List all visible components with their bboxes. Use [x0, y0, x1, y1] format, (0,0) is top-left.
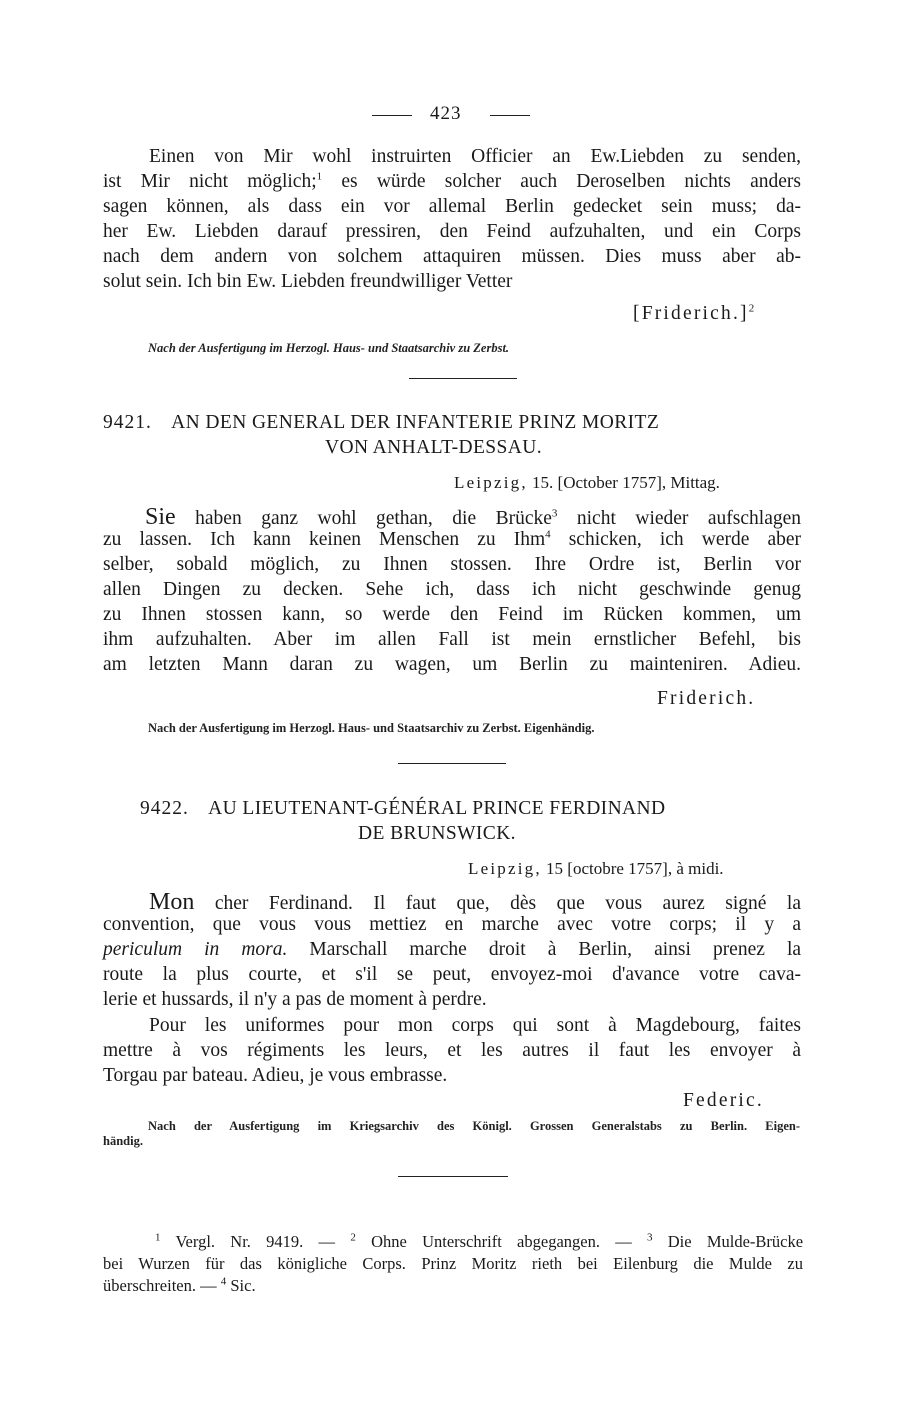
header-rule-left [372, 115, 412, 116]
source-line: händig. [103, 1134, 143, 1148]
text-segment: haben ganz wohl gethan, die Brücke [195, 508, 552, 529]
footnote-text: Vergl. Nr. 9419. — [175, 1232, 336, 1251]
signature: Federic. [683, 1090, 764, 1111]
source-note [103, 1119, 800, 1149]
footnote-ref: 3 [551, 507, 558, 520]
signature [633, 303, 756, 325]
section-divider [409, 378, 517, 379]
text-line: convention, que vous vous mettiez en marche avec votre corps; il y a [103, 914, 801, 935]
signature: Friderich. [657, 688, 756, 709]
text-line [103, 171, 801, 196]
footnote-number: 3 [646, 1231, 653, 1244]
text-line: mettre à vos régiments les leurs, et les autres il faut les envoyer à [103, 1040, 801, 1061]
text-line: sagen können, als dass ein vor allemal Berlin gedecket sein muss; da- [103, 196, 801, 217]
text-line: Pour les uniformes pour mon corps qui sont à Magdebourg, faites [149, 1015, 801, 1036]
text-line [103, 504, 801, 529]
date: 15. [October 1757], Mittag. [532, 473, 720, 492]
text-line [103, 889, 801, 914]
text-line: Einen von Mir wohl instruirten Officier an Ew.Liebden zu senden, [149, 146, 801, 167]
footnote-ref: 2 [748, 302, 757, 315]
heading-line: DE BRUNSWICK. [358, 823, 516, 844]
footnote-text: Sic. [230, 1276, 256, 1295]
footnote-text: Die Mulde-Brücke [667, 1232, 804, 1251]
text-line: ihm aufzuhalten. Aber im allen Fall ist mein ernstlicher Befehl, bis [103, 629, 801, 650]
footnote-line [103, 1276, 803, 1298]
text-line: Torgau par bateau. Adieu, je vous embrasse. [103, 1065, 448, 1086]
dateline [468, 859, 724, 879]
text-segment: Marschall marche droit à Berlin, ainsi prenez la [309, 939, 802, 960]
text-line: nach dem andern von solchem attaquiren müssen. Dies muss aber ab- [103, 246, 801, 267]
footnote-line [103, 1232, 803, 1254]
text-line: lerie et hussards, il n'y a pas de moment à perdre. [103, 989, 487, 1010]
text-segment: ist Mir nicht möglich; [103, 171, 317, 192]
text-line: allen Dingen zu decken. Sehe ich, dass ich nicht geschwinde genug [103, 579, 801, 600]
text-line: her Ew. Liebden darauf pressiren, den Feind aufzuhalten, und ein Corps [103, 221, 801, 242]
text-segment: zu lassen. Ich kann keinen Menschen zu Ihm [103, 529, 546, 550]
heading-line: VON ANHALT-DESSAU. [325, 437, 543, 458]
text-segment: es würde solcher auch Deroselben nichts anders [341, 171, 801, 192]
signature-text: [Friderich.] [633, 303, 749, 324]
source-note: Nach der Ausfertigung im Herzogl. Haus- und Staatsarchiv zu Zerbst. Eigenhändig. [148, 721, 595, 735]
footnote-line: bei Wurzen für das königliche Corps. Prinz Moritz rieth bei Eilenburg die Mulde zu [103, 1254, 803, 1273]
text-line: zu Ihnen stossen kann, so werde den Feind im Rücken kommen, um [103, 604, 801, 625]
footnote-number: 1 [155, 1231, 161, 1244]
header-rule-right [490, 115, 530, 116]
text-line [103, 529, 801, 554]
text-line: am letzten Mann daran zu wagen, um Berlin zu mainteniren. Adieu. [103, 654, 801, 675]
text-line: selber, sobald möglich, zu Ihnen stossen. Ihre Ordre ist, Berlin vor [103, 554, 801, 575]
footnote-ref: 1 [316, 170, 323, 183]
initial-word: Sie [145, 504, 176, 530]
heading-line: AN DEN GENERAL DER INFANTERIE PRINZ MORITZ [171, 412, 660, 433]
initial-word: Mon [149, 889, 195, 915]
heading-line: AU LIEUTENANT-GÉNÉRAL PRINCE FERDINAND [208, 798, 666, 819]
footnote-ref: 4 [545, 528, 551, 541]
footnote-text: überschreiten. — [103, 1276, 217, 1295]
footnote-text: Ohne Unterschrift abgegangen. — [371, 1232, 632, 1251]
dateline [454, 473, 720, 493]
date: 15 [octobre 1757], à midi. [546, 859, 724, 878]
place: Leipzig, [468, 859, 542, 878]
footnote-number: 2 [350, 1231, 356, 1244]
page-header [372, 103, 530, 129]
text-line: route la plus courte, et s'il se peut, envoyez-moi d'avance votre cava- [103, 964, 801, 985]
page-number: 423 [430, 103, 462, 124]
text-line: solut sein. Ich bin Ew. Liebden freundwilliger Vetter [103, 271, 513, 292]
text-segment: nicht wieder aufschlagen [576, 508, 802, 529]
footnote-number: 4 [220, 1275, 227, 1288]
document-heading [140, 798, 666, 820]
document-heading [103, 412, 659, 434]
source-line: Nach der Ausfertigung im Kriegsarchiv des Königl. Grossen Generalstabs zu Berlin. Eigen- [148, 1119, 800, 1133]
text-segment: cher Ferdinand. Il faut que, dès que vous aurez signé la [214, 893, 801, 914]
document-number: 9421. [103, 412, 152, 433]
latin-phrase: periculum in mora. [103, 939, 288, 960]
text-segment: schicken, ich werde aber [568, 529, 802, 550]
source-note: Nach der Ausfertigung im Herzogl. Haus- und Staatsarchiv zu Zerbst. [148, 341, 510, 355]
document-number: 9422. [140, 798, 189, 819]
place: Leipzig, [454, 473, 528, 492]
section-divider [398, 763, 506, 764]
text-line [103, 939, 801, 964]
section-divider [398, 1176, 508, 1177]
